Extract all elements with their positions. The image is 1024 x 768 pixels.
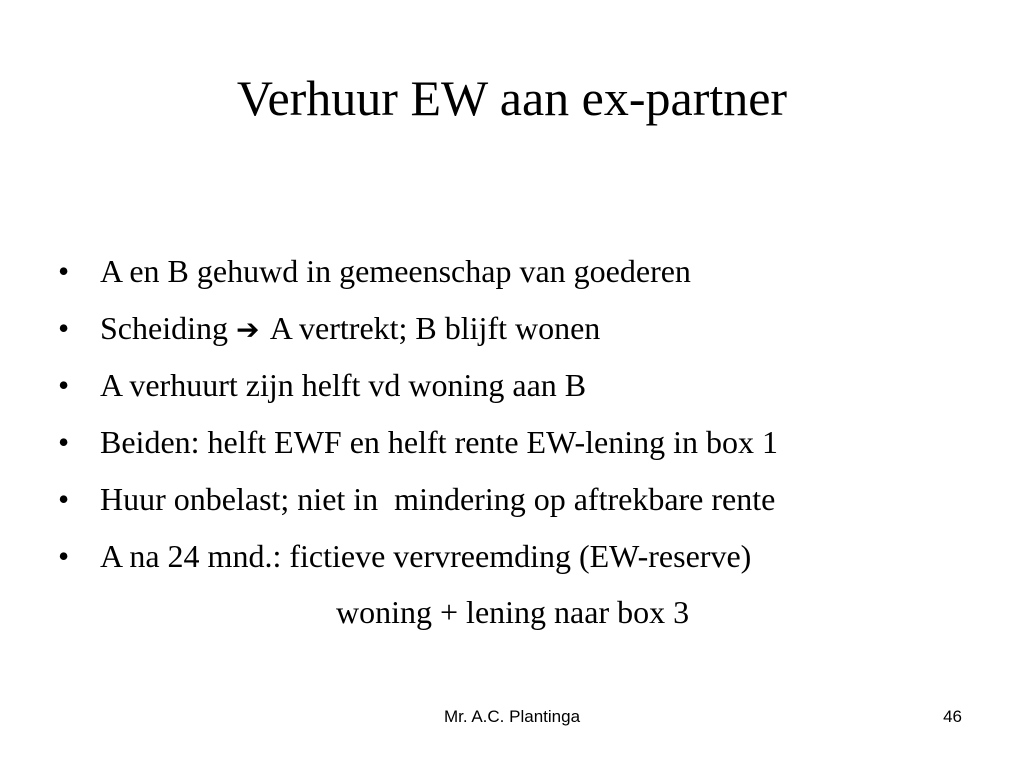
bullet-text: Beiden: helft EWF en helft rente EW-lening in box 1 <box>100 424 779 460</box>
bullet-text: A verhuurt zijn helft vd woning aan B <box>100 367 587 403</box>
bullet-text <box>100 300 600 358</box>
bullet-text: A en B gehuwd in gemeenschap van goederen <box>100 253 691 289</box>
bullet-text: A na 24 mnd.: fictieve vervreemding (EW-reserve) <box>100 538 752 574</box>
bullet-item <box>58 528 988 585</box>
bullet-continuation: woning + lening naar box 3 <box>336 594 690 630</box>
bullet-marker: • <box>58 367 70 403</box>
bullet-marker: • <box>58 481 70 517</box>
page-number: 46 <box>943 707 962 726</box>
bullet-marker: • <box>58 253 70 289</box>
right-arrow-icon: ➔ <box>235 313 260 346</box>
bullet-item <box>58 414 988 471</box>
slide-title: Verhuur EW aan ex-partner <box>236 70 788 126</box>
bullet-item <box>58 471 988 528</box>
bullet-text: Huur onbelast; niet in mindering op aftrekbare rente <box>100 481 776 517</box>
bullet-marker: • <box>58 424 70 460</box>
bullet-list <box>58 243 988 585</box>
bullet-text-pre: Scheiding <box>100 310 236 346</box>
bullet-item <box>58 357 988 414</box>
bullet-marker: • <box>58 538 70 574</box>
bullet-item <box>58 300 988 357</box>
bullet-text-post: A vertrekt; B blijft wonen <box>263 310 601 346</box>
bullet-item <box>58 243 988 300</box>
bullet-marker: • <box>58 310 70 346</box>
footer-author: Mr. A.C. Plantinga <box>443 707 581 726</box>
